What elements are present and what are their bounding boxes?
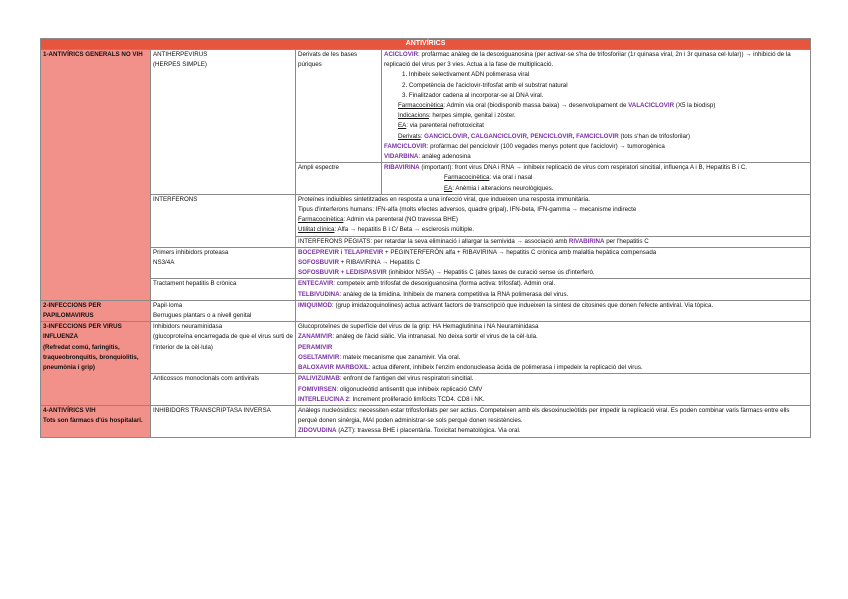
aciclovir-farma [384, 101, 808, 111]
peg-text: INTERFERONS PEGIATS: per retardar la seva eliminació i allargar la semivida → associació amb [298, 237, 569, 245]
farma-label: Farmacocinètica [298, 216, 344, 224]
vidarbina-desc: : anàleg adenosina [418, 153, 471, 161]
drug-palivizumab: PALIVIZUMAB [298, 375, 340, 383]
herpes-cell [151, 50, 296, 195]
ribavirina-cell [382, 163, 811, 195]
interferons-util [298, 225, 808, 235]
category-vih [41, 405, 151, 437]
sheet-title: ANTIVÍRICS [41, 39, 811, 50]
vih-title: 4-ANTIVÍRICS VIH [43, 406, 96, 414]
ribavirina-farma [384, 173, 808, 183]
drug-valaciclovir: VALACICLOVIR [628, 102, 675, 110]
category-papilloma: 2-INFECCIONS PER PAPILOMAVIRUS [41, 300, 151, 321]
herpes-label: ANTIHERPEVIRUS [153, 51, 208, 58]
farma-text: : Admin via oral (biodisponib massa baixa) → desenvolupament de [443, 102, 629, 110]
table-row [41, 247, 811, 279]
util-text: : Alfa → hepatitis B i C/ Beta → esclerosis múltiple. [334, 226, 475, 234]
table-row [41, 300, 811, 321]
fomivirsen-line [298, 385, 808, 395]
ind-text: : herpes simple, genital i zòster. [428, 112, 516, 120]
aciclovir-der: Derivats: GANCICLOVIR, CALGANCICLOVIR, PENCICLOVIR, FAMCICLOVIR (tots s'han de trifosforilar) [398, 132, 691, 140]
drug-sofosbuvir-ledispasvir: SOFOSBUVIR + LEDISPASVIR [298, 269, 387, 277]
drug-oseltamivir: OSELTAMIVIR [298, 353, 340, 361]
famciclovir-desc: : profàrmac del penciclovir (100 vegades menys potent que l'aciclovir) → tumorogènica [426, 142, 665, 150]
drug-aciclovir: ACICLOVIR [384, 51, 419, 58]
vih-sub: Tots son fàrmacs d'ús hospitalari. [43, 417, 143, 425]
farma-label: Farmacocinètica [398, 102, 444, 110]
proteasa-desc1: + PEGINTERFERÓN alfa + RIBAVIRINA → hepatitis C crònica amb malaltia hepàtica compensada [383, 248, 657, 256]
antivirals-table [40, 38, 811, 438]
drug-zanamivir: ZANAMIVIR [298, 333, 333, 341]
antivirals-sheet [40, 38, 810, 438]
aciclovir-point-3: 3. Finalitzador cadena al incorporar-se al DNA viral. [402, 91, 544, 99]
proteasa-row2 [298, 258, 808, 268]
derivats-label: Derivats de les bases púriques [296, 50, 382, 163]
proteasa-desc2: + RIBAVIRINA → Hepatitis C [338, 259, 421, 267]
papil-label [151, 300, 296, 321]
vih-cell [296, 405, 811, 437]
imiquimod-desc: : (grup imidazoquinolines) actua activant factors de transcripció que indueixen la síntesi de citosines que donen l'efecte antiviral. Via tòpica. [332, 301, 714, 309]
aciclovir-cell [382, 50, 811, 163]
drug-peramivir: PERAMIVIR [298, 343, 333, 351]
drug-ribavirina: RIBAVIRINA [384, 164, 420, 172]
vih-desc: Anàlegs nucleòsidics: necessiten estar trifosforilats per ser actius. Competeixen amb els desoxinucleòtids per impedir la replicació viral. Es poden combinar varis fàrmacs entre ells perquè donen sinèrgia, MAI poden administrar-se sols perquè donen resistències. [298, 406, 790, 425]
famciclovir-line [384, 142, 808, 152]
neur-l2: (glucoproteïna encarregada de que el virus surti de l'interior de la cèl·lula) [153, 333, 293, 351]
hepb-cell [296, 279, 811, 300]
neur-l1: Inhibidors neuraminidasa [153, 323, 223, 331]
proteasa-cell [296, 247, 811, 279]
aciclovir-point-1: 1. Inhibeix selectivament ADN polimerasa viral [402, 71, 530, 79]
influenza-sub: (Refredat comú, faringitis, traqueobronquitis, bronquiolitis, pneumònia i grip) [43, 343, 139, 372]
herpes-sub: (HERPES SIMPLE) [153, 61, 207, 69]
interferons-label: INTERFERONS [151, 194, 296, 247]
hepb-row2 [298, 290, 808, 300]
drug-rivabirina: RIVABIRINA [568, 237, 605, 245]
ind-label: Indicacions [398, 112, 429, 120]
peg-cell [296, 236, 811, 247]
ea-text: : Anèmia i alteracions neurològiques. [452, 184, 554, 192]
hepb-row1 [298, 279, 808, 289]
drug-interleucina: INTERLEUCINA 2 [298, 395, 349, 403]
aciclovir-ind [384, 111, 808, 121]
farma-label: Farmacocinètica [444, 174, 490, 182]
drug-boceprevir: BOCEPREVIR i TELAPREVIR [298, 248, 384, 256]
palivizumab-line [298, 374, 808, 384]
interferons-cell [296, 194, 811, 236]
category-influenza [41, 322, 151, 406]
influenza-title: 3-INFECCIONS PER VIRUS INFLUENZA [43, 323, 122, 341]
table-row [41, 405, 811, 437]
ea-label: EA [398, 122, 407, 130]
aciclovir-point-2: 2. Competència de l'aciclovir-trifosfat amb el substrat natural [402, 81, 568, 89]
baloxavir-desc: : actua diferent, inhibeix l'enzim endonucleasa àcida de polimerasa i impedeix la replicació del virus. [368, 364, 643, 372]
interleucina-line [298, 395, 808, 405]
farma-text-2: (X5 la biodisp) [674, 102, 716, 110]
farma-text: : via oral i nasal [489, 174, 533, 182]
interleucina-desc: : Increment proliferació limfòcits TCD4. CD8 i NK. [349, 395, 485, 403]
drug-baloxavir: BALOXAVIR MARBOXIL [298, 364, 369, 372]
proteasa-l1: Primers inhibidors proteasa [153, 248, 229, 256]
neur-label [151, 322, 296, 374]
interferons-l1: Proteïnes indiuibles sintetitzades en resposta a una infecció viral, que indueixen una resposta immunitària. [298, 195, 591, 203]
util-label: Utilitat clínica [298, 226, 335, 234]
proteasa-desc3: (inhibidor NS5A) → Hepatitis C (altes taxes de curació sense ús d'interferó. [386, 269, 595, 277]
vidarbina-line [384, 152, 808, 162]
category-general: 1-ANTIVÍRICS GENERALS NO VIH [41, 50, 151, 301]
aciclovir-ea [384, 121, 808, 131]
proteasa-label [151, 247, 296, 279]
title-row [41, 39, 811, 50]
zanamivir-line [298, 332, 808, 342]
hepb-label: Tractament hepatitis B crònica [151, 279, 296, 300]
table-row [41, 279, 811, 300]
papil-cell [296, 300, 811, 321]
drug-fomivirsen: FOMIVIRSEN [298, 385, 337, 393]
telbivudina-desc: : anàleg de la timidina. Inhibeix de manera competitiva la RNA polimerasa del virus. [339, 290, 569, 298]
ribavirina-desc: (important): front virus DNA i RNA → inhibeix replicació de virus com respiratori sincitial, influença A i B, Hepatitis B i C. [419, 164, 748, 172]
zidovudina-desc: (AZT): travessa BHE i placentària. Toxicitat hematològica. Via oral. [336, 427, 521, 435]
ea-text: : via parenteral nefrotoxicitat [406, 122, 484, 130]
table-row [41, 50, 811, 163]
fomivirsen-desc: : oligonucleòtid antisentit que inhibeix replicació CMV [336, 385, 483, 393]
farma-text: : Admin via parenteral (NO travessa BHE) [343, 216, 458, 224]
drug-derivatives: GANCICLOVIR, CALGANCICLOVIR, PENCICLOVIR, FAMCICLOVIR [424, 132, 619, 140]
papil-l2: Berrugues plantars o a nivell genital [153, 312, 252, 320]
neur-intro: Glucoproteïnes de superfície del virus de la grip: HA Hemaglutinina i NA Neuraminidasa [298, 323, 539, 331]
drug-imiquimod: IMIQUIMOD [298, 301, 333, 309]
aciclovir-desc: : profàrmac anàleg de la desoxiguanosina (per activar-se s'ha de trifosforilar (1r quinasa viral, 2n i 3r quinasa cel·lular)) → inhibició de la replicació del virus per 3 vies. Actua a la fase de multiplicació. [384, 51, 791, 69]
table-row [41, 374, 811, 406]
drug-entecavir: ENTECAVIR [298, 280, 334, 288]
papil-l1: Papil·loma [153, 301, 183, 309]
neur-cell [296, 322, 811, 374]
proteasa-l2: NS3/4A [153, 259, 175, 267]
anticossos-cell [296, 374, 811, 406]
table-row [41, 194, 811, 236]
ribavirina-ea [384, 184, 808, 194]
baloxavir-line [298, 363, 808, 373]
peg-tail: per l'hepatitis C [604, 237, 649, 245]
proteasa-row3 [298, 268, 808, 278]
oseltamivir-line [298, 353, 808, 363]
drug-famciclovir: FAMCICLOVIR [384, 142, 427, 150]
inhib-label: INHIBIDORS TRANSCRIPTASA INVERSA [151, 405, 296, 437]
palivizumab-desc: : enfront de l'antigen del virus respiratori sincitial. [339, 375, 474, 383]
anticossos-label: Anticossos monoclonals com antivirals [151, 374, 296, 406]
oseltamivir-desc: : mateix mecanisme que zanamivir. Via oral. [339, 353, 461, 361]
drug-telbivudina: TELBIVUDINA [298, 290, 340, 298]
zidovudina-line [298, 426, 808, 436]
der-tail: (tots s'han de trifosforilar) [618, 132, 691, 140]
der-label: Derivats [398, 132, 421, 140]
proteasa-row1 [298, 248, 808, 258]
ea-label: EA [444, 184, 453, 192]
zanamivir-desc: : anàleg de l'àcid siàlic. Via intranasal. No deixa sortir el virus de la cèl·lula. [332, 333, 538, 341]
drug-zidovudina: ZIDOVUDINA [298, 427, 337, 435]
entecavir-desc: : competeix amb trifosfat de desoxiguanosina (forma activa: trifosfat). Admin oral. [333, 280, 556, 288]
ampli-label: Ampli espectre [296, 163, 382, 195]
table-row [41, 322, 811, 374]
interferons-l2: Tipus d'interferons humans: IFN-alfa (molts efectes adversos, quadre gripal), IFN-beta, IFN-gamma → mecanisme indirecte [298, 206, 637, 214]
drug-vidarbina: VIDARBINA [384, 153, 419, 161]
drug-sofosbuvir: SOFOSBUVIR [298, 259, 339, 267]
interferons-farma [298, 215, 808, 225]
